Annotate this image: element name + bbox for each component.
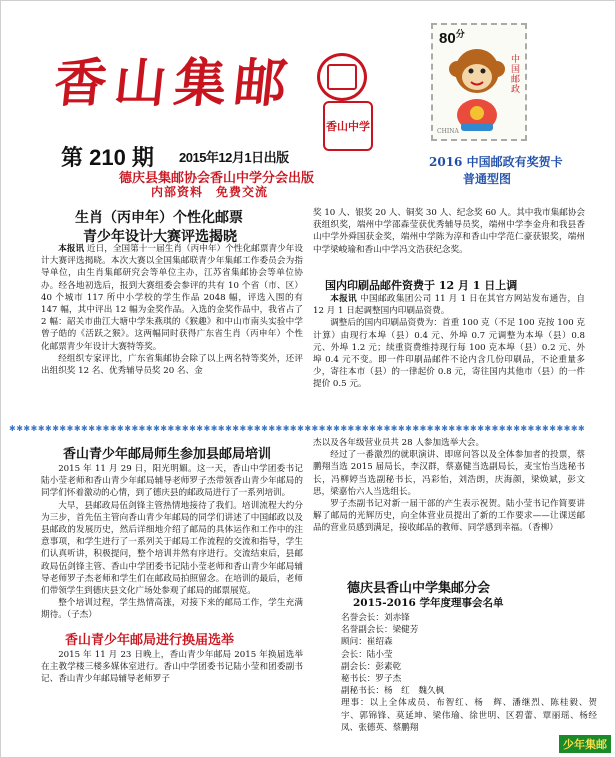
roster-row: 副秘书长：杨 红 魏久枫: [341, 686, 445, 697]
article2-title: 国内印刷品邮件资费于 12 月 1 日上调: [325, 279, 518, 292]
roster-row: 名誉会长：刘赤锋: [341, 613, 410, 623]
article4-body: 2015 年 11 月 23 日晚上，香山青少年邮局 2015 年换届选举在主教学楼三楼多媒体室进行。香山中学团委书记陆小莹和团委副书记、香山青少年邮局辅导老师罗子: [41, 650, 303, 685]
article3-title: 香山青少年邮局师生参加县邮局培训: [63, 447, 272, 462]
article2-body: 本报讯 中国邮政集团公司 11 月 1 日在其官方网站发布通告，自 12 月 1 日起调整国内印刷品资费。 调整后的国内印刷品资费为：首重 100 克（不足 100 克按 100 克计算）由现行本埠（县）0.4 元、外埠 0.7 元调整为本埠（县）0.8 元、外埠 1.2 元；续重资费维持现行每 100 克本埠（县）0.2 元、外埠 0.4 元不变。即一件印刷品邮件不论内含几份印刷品，不论重量多少，寄往本市（县）的一律起价 0.8 元，寄往国内其他市（县）的一件提价 0.5 元。: [313, 294, 585, 390]
stamp-caption-sub: 普通型图: [463, 172, 512, 186]
masthead-title: 香山集邮: [51, 53, 298, 114]
roster-row: 顾问：崔绍森: [341, 637, 393, 648]
publisher-note: 内部资料 免费交流: [151, 185, 269, 199]
section-divider: ✱✱✱✱✱✱✱✱✱✱✱✱✱✱✱✱✱✱✱✱✱✱✱✱✱✱✱✱✱✱✱✱✱✱✱✱✱✱✱✱✱✱✱✱✱✱✱✱✱✱✱✱✱✱✱✱✱✱✱✱✱✱✱✱✱✱✱✱✱✱✱✱✱✱✱✱✱✱✱✱: [9, 425, 586, 433]
corner-logo-tag: 少年集邮: [559, 735, 611, 753]
article1-title-line1: 生肖（丙申年）个性化邮票: [75, 210, 243, 226]
masthead-seal-icon: [317, 53, 367, 101]
roster-row: 名誉副会长：梁健芳: [341, 625, 419, 636]
stamp-caption: 2016 中国邮政有奖贺卡: [429, 155, 563, 169]
masthead-school-stamp: 香山中学: [323, 101, 373, 151]
article4-title: 香山青少年邮局进行换届选举: [65, 633, 235, 648]
article4-body-cont: 杰以及各年级营业员共 28 人参加选举大会。 经过了一番激烈的就职演讲、即席问答以及全体参加者的投票，蔡鹏翔当选 2015 届局长，李汉群，蔡嘉健当选副局长，麦宝怡当选秘书长，冯柳婷当选副秘书长，冯彩怡，刘浩朗，庆海颜，梁焕斌，彭文思，梁嘉怡六人当选组长。 罗子杰副书记对新一届干部的产生表示祝贺。陆小莹书记作简要讲解了邮局的光辉历史，向全体营业员提出了新的工作要求——让课送邮品的营业员感到满足，接收邮品的教师、同学感到幸福。（香柳）: [313, 438, 585, 534]
roster-row: 副会长：彭素乾: [341, 661, 402, 672]
stamp-denomination: $80^分$: [439, 29, 465, 47]
roster-title: 德庆县香山中学集邮分会: [347, 581, 491, 596]
article1-title-line2: 青少年设计大赛评选揭晓: [83, 229, 237, 245]
issue-date: 2015年12月1日出版: [179, 150, 289, 165]
article1-body-cont: 奖 10 人、银奖 20 人、铜奖 30 人、纪念奖 60 人。其中我市集邮协会获组织奖，端州中学邵森莹获优秀辅导员奖，端州中学李金舟和我县香山中学外舜国获金奖，端州中学陈为淳和香山中学范仁豪获银奖，端州中学梁峻瑜和香山中学冯文浩获纪念奖。: [313, 208, 585, 255]
roster-subtitle: 2015-2016 学年度理事会名单: [353, 597, 504, 609]
roster-list: [341, 612, 606, 734]
publisher-line: 德庆县集邮协会香山中学分会出版: [119, 171, 315, 186]
postage-stamp-image: [431, 23, 527, 141]
stamp-small-text: CHINA: [437, 128, 459, 135]
stamp-country: 中国邮政: [511, 55, 521, 95]
roster-row: 理事：以上全体成员、布智红、杨 辉、潘继烈、陈桂毅、贺 宇、郭锦锋、莫延坤、梁伟瑜、徐世明、区碧蕾、覃丽瑶、杨经凤、张德英、蔡鹏翔: [341, 698, 606, 733]
article3-body: 2015 年 11 月 29 日，阳光明媚。这一天，香山中学团委书记陆小莹老师和香山青少年邮局辅导老师罗子杰带领香山青少年邮局的同学们怀着激动的心情，到了德庆县的邮政局进行了一系列培训。 大早，县邮政局伍剑锋主管热情地接待了我们。培训流程大约分为三步，首先伍主管向香山青少年邮局的同学们讲述了中国邮政以及县邮政的发展历史，然后详细地介绍了邮局的具体运作和工作中的注意事项，和学生进行了一系列关于邮局工作流程的交流和指导，学生们认真听讲，积极提问，整个培训井然有序进行。交流结束后，县邮政局伍剑锋主管、香山中学团委书记陆小莹老师和香山青少年邮局辅导老师罗子杰老师和学生们在邮政局拍照留念。在培训的最后，老师们带领学生到德庆县文化广场处参观了邮局的邮票展览。 整个培训过程，学生热情高涨，对接下来的邮局工作，学生充满期待。（子杰）: [41, 464, 303, 621]
roster-row: 秘书长：罗子杰: [341, 674, 402, 685]
article1-body: 本报讯 近日，全国第十一届生肖（丙申年）个性化邮票青少年设计大赛评选揭晓。本次大赛以全国集邮联青少年集邮工作委员会为指导单位，由生肖集邮研究会等单位主办，江苏省集邮协会等单位协办。经各地初选后，报到大赛组委会参评的共有 10 个省（市、区）40 个城市 117 所中小学校的学生作品 2048 幅，评选入围的有 147 幅，其中评出 12 幅为金奖作品。入选的金奖作品中，我省占了 2 幅：韶关市曲江大塘中学朱燕琪的《猴趣》和中山市南头实验中学曾子皓的《活跃之猴》。这两幅同时获得广东省生肖（丙申年）个性化邮票青少年设计大赛特等奖。 经组织专家评比，广东省集邮协会除了以上两名特等奖外，还评出组织奖 12 名、优秀辅导员奖 20 名、金: [41, 244, 303, 377]
issue-number: 第 210 期: [61, 145, 154, 170]
roster-row: 会长：陆小莹: [341, 649, 393, 660]
